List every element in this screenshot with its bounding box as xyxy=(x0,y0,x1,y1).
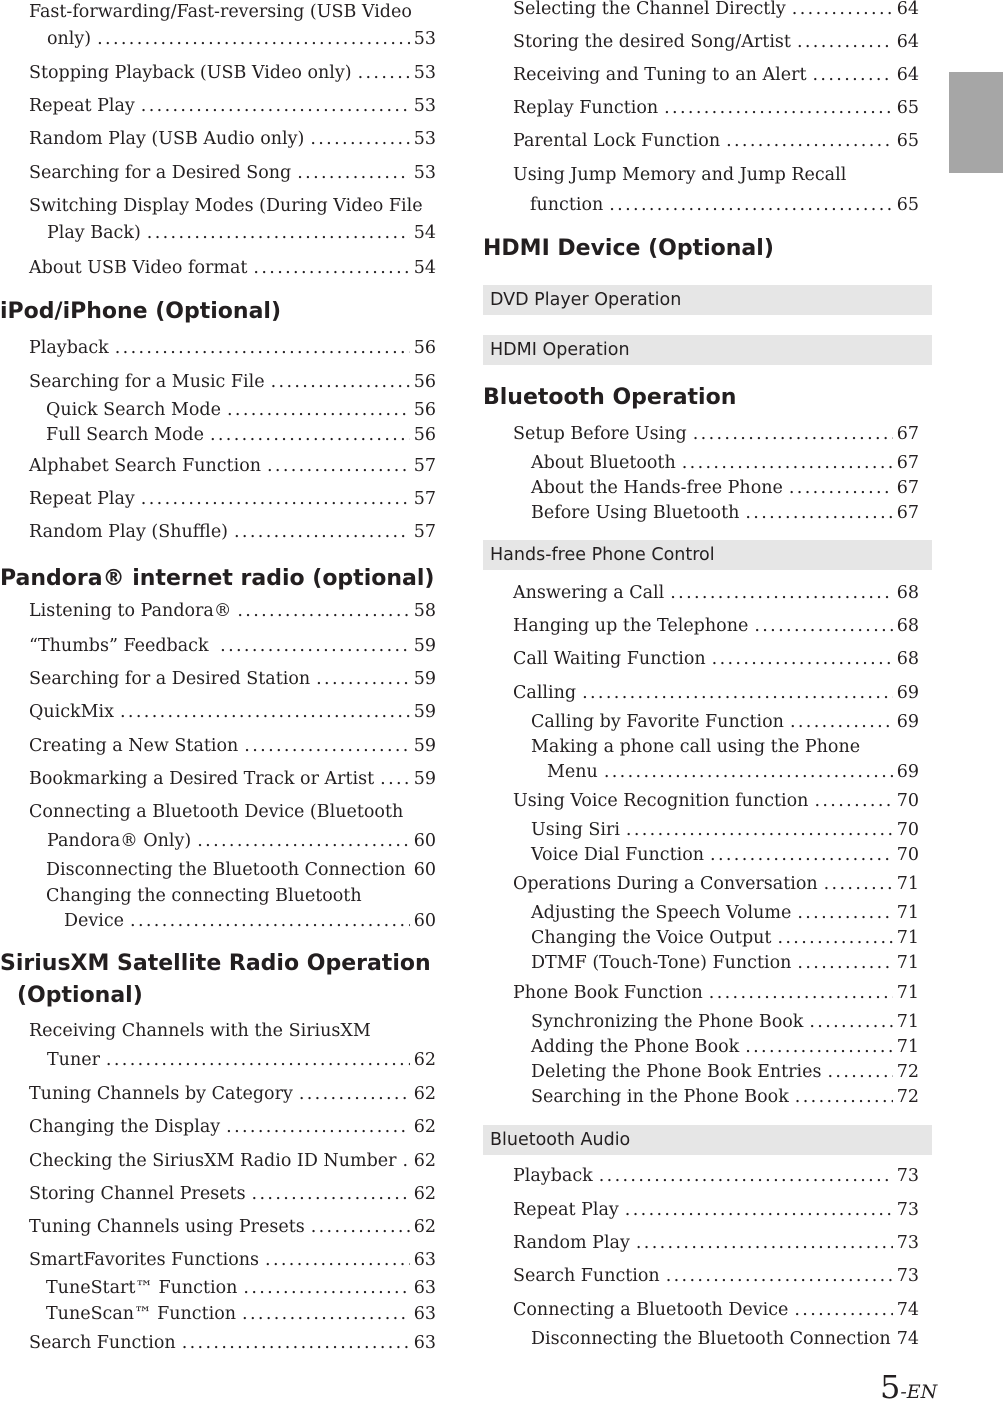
toc-entry[interactable] xyxy=(483,981,923,1005)
toc-subentry[interactable] xyxy=(483,951,923,975)
leader-dots xyxy=(253,256,409,280)
toc-entry[interactable] xyxy=(0,61,440,85)
toc-entry-title: TuneScan™ Function xyxy=(46,1304,237,1324)
toc-page-number: 73 xyxy=(896,1200,919,1220)
toc-entry-title: Device xyxy=(64,911,125,931)
leader-dots xyxy=(754,614,892,638)
toc-page-number: 67 xyxy=(896,453,919,473)
toc-entry-title: Call Waiting Function xyxy=(513,649,706,669)
toc-entry-title: Quick Search Mode xyxy=(46,400,221,420)
toc-entry-title: Playback xyxy=(513,1166,593,1186)
toc-entry[interactable] xyxy=(0,1082,440,1106)
toc-entry-title: Playback xyxy=(29,338,109,358)
toc-entry-title: TuneStart™ Function xyxy=(46,1278,238,1298)
leader-dots xyxy=(795,1085,893,1109)
toc-entry-title: Before Using Bluetooth xyxy=(531,503,740,523)
toc-entry[interactable] xyxy=(0,734,440,758)
leader-dots xyxy=(227,398,410,422)
leader-dots xyxy=(636,1231,893,1255)
toc-entry[interactable] xyxy=(483,647,923,671)
leader-dots xyxy=(310,127,409,151)
toc-page-number: 73 xyxy=(896,1266,919,1286)
leader-dots xyxy=(226,1115,410,1139)
toc-entry[interactable] xyxy=(0,161,440,185)
leader-dots xyxy=(115,336,410,360)
leader-dots xyxy=(693,422,893,446)
toc-entry-title: Storing the desired Song/Artist xyxy=(513,32,791,52)
toc-page-number: 53 xyxy=(413,129,436,149)
toc-entry-title: Connecting a Bluetooth Device xyxy=(513,1300,789,1320)
toc-entry[interactable] xyxy=(0,520,440,544)
leader-dots xyxy=(797,951,892,975)
leader-dots xyxy=(809,1010,892,1034)
toc-page-number: 71 xyxy=(896,874,919,894)
toc-entry-title: Switching Display Modes (During Video File xyxy=(29,196,423,216)
toc-entry[interactable] xyxy=(483,1298,923,1322)
toc-entry-title: DTMF (Touch-Tone) Function xyxy=(531,953,792,973)
toc-subentry[interactable] xyxy=(483,926,923,950)
leader-dots xyxy=(827,1060,892,1084)
toc-entry-title: Using Jump Memory and Jump Recall xyxy=(513,165,847,185)
toc-entry-title: Bookmarking a Desired Track or Artist xyxy=(29,769,375,789)
leader-dots xyxy=(797,30,893,54)
toc-entry-title: Calling xyxy=(513,683,577,703)
toc-page-number: 57 xyxy=(413,489,436,509)
toc-entry-title: Selecting the Channel Directly xyxy=(513,0,786,19)
toc-entry-title: Connecting a Bluetooth Device (Bluetooth xyxy=(29,802,404,822)
toc-entry-title: Answering a Call xyxy=(513,583,665,603)
toc-page-number: 57 xyxy=(413,522,436,542)
toc-entry-title: Storing Channel Presets xyxy=(29,1184,246,1204)
leader-dots xyxy=(237,599,409,623)
toc-page-number: 59 xyxy=(413,736,436,756)
toc-page-number: 68 xyxy=(896,616,919,636)
toc-entry[interactable] xyxy=(483,193,923,217)
leader-dots xyxy=(197,829,410,853)
leader-dots xyxy=(582,681,893,705)
toc-entry[interactable] xyxy=(483,30,923,54)
toc-entry-title: Search Function xyxy=(513,1266,660,1286)
leader-dots xyxy=(120,700,410,724)
subsection-band: DVD Player Operation xyxy=(483,285,932,315)
leader-dots xyxy=(243,1276,409,1300)
leader-dots xyxy=(777,926,892,950)
toc-subentry[interactable] xyxy=(483,476,923,500)
toc-entry-title: QuickMix xyxy=(29,702,115,722)
toc-page-number: 62 xyxy=(413,1084,436,1104)
toc-entry-title: Creating a New Station xyxy=(29,736,239,756)
toc-subentry[interactable] xyxy=(0,398,440,422)
toc-subentry[interactable] xyxy=(483,1060,923,1084)
leader-dots xyxy=(182,1331,410,1355)
section-heading: HDMI Device (Optional) xyxy=(483,236,774,261)
toc-page-number: 70 xyxy=(896,845,919,865)
leader-dots xyxy=(297,161,409,185)
toc-entry[interactable] xyxy=(0,487,440,511)
toc-page-number: 62 xyxy=(413,1050,436,1070)
toc-page-number: 54 xyxy=(413,223,436,243)
toc-entry[interactable] xyxy=(0,221,440,245)
leader-dots xyxy=(403,1149,410,1173)
toc-page-number: 69 xyxy=(896,712,919,732)
toc-entry-title: Menu xyxy=(547,762,598,782)
toc-page-number: 62 xyxy=(413,1184,436,1204)
toc-entry-title: Searching for a Desired Station xyxy=(29,669,311,689)
toc-page-number: 53 xyxy=(413,96,436,116)
toc-page-number: 62 xyxy=(413,1117,436,1137)
section-heading: iPod/iPhone (Optional) xyxy=(0,299,282,324)
toc-entry-title: Using Siri xyxy=(531,820,620,840)
toc-page-number: 56 xyxy=(413,372,436,392)
toc-page-number: 73 xyxy=(896,1166,919,1186)
toc-entry-title: Receiving Channels with the SiriusXM xyxy=(29,1021,371,1041)
toc-page-number: 65 xyxy=(896,131,919,151)
toc-page-number: 67 xyxy=(896,424,919,444)
toc-page-number: 71 xyxy=(896,983,919,1003)
leader-dots xyxy=(710,843,893,867)
leader-dots xyxy=(745,1035,893,1059)
toc-entry-title: Voice Dial Function xyxy=(531,845,705,865)
toc-page-number: 59 xyxy=(413,669,436,689)
toc-entry-title: About USB Video format xyxy=(29,258,248,278)
page-number xyxy=(880,1370,937,1409)
toc-entry[interactable] xyxy=(483,422,923,446)
toc-page-number: 71 xyxy=(896,1037,919,1057)
leader-dots xyxy=(609,193,892,217)
toc-entry-title: Pandora® Only) xyxy=(47,831,192,851)
toc-entry[interactable] xyxy=(0,454,440,478)
toc-entry-title: Searching for a Music File xyxy=(29,372,265,392)
toc-entry-title: Adjusting the Speech Volume xyxy=(531,903,792,923)
toc-page-number: 59 xyxy=(413,702,436,722)
toc-entry[interactable] xyxy=(0,800,440,824)
toc-entry-title: “Thumbs” Feedback xyxy=(29,636,209,656)
toc-page-number: 64 xyxy=(896,0,919,19)
toc-entry[interactable] xyxy=(483,1164,923,1188)
toc-subentry[interactable] xyxy=(483,901,923,925)
leader-dots xyxy=(265,1248,410,1272)
leader-dots xyxy=(141,94,410,118)
toc-page-number: 56 xyxy=(413,338,436,358)
toc-entry[interactable] xyxy=(0,700,440,724)
toc-page-number: 59 xyxy=(413,636,436,656)
toc-entry-title: Tuning Channels by Category xyxy=(29,1084,293,1104)
toc-entry[interactable] xyxy=(0,667,440,691)
leader-dots xyxy=(709,981,893,1005)
toc-page-number: 71 xyxy=(896,928,919,948)
toc-subentry[interactable] xyxy=(483,1035,923,1059)
toc-page-number: 53 xyxy=(413,63,436,83)
toc-entry-title: Repeat Play xyxy=(513,1200,619,1220)
toc-page-number: 53 xyxy=(413,163,436,183)
toc-entry[interactable] xyxy=(0,1331,440,1355)
toc-entry[interactable] xyxy=(483,63,923,87)
toc-entry-title: Random Play (Shuffle) xyxy=(29,522,229,542)
leader-dots xyxy=(311,1215,410,1239)
leader-dots xyxy=(267,454,410,478)
toc-entry-title: About the Hands-free Phone xyxy=(531,478,783,498)
leader-dots xyxy=(824,872,893,896)
leader-dots xyxy=(625,1198,893,1222)
toc-page-number: 53 xyxy=(413,29,436,49)
toc-entry-title: Fast-forwarding/Fast-reversing (USB Video xyxy=(29,2,412,22)
leader-dots xyxy=(141,487,410,511)
toc-entry[interactable] xyxy=(483,1264,923,1288)
leader-dots xyxy=(626,818,893,842)
toc-subentry[interactable] xyxy=(0,423,440,447)
toc-entry-title: Parental Lock Function xyxy=(513,131,721,151)
toc-page-number: 73 xyxy=(896,1233,919,1253)
toc-entry[interactable] xyxy=(483,681,923,705)
leader-dots xyxy=(271,370,410,394)
toc-entry[interactable] xyxy=(483,0,923,21)
toc-subentry[interactable] xyxy=(0,884,440,908)
toc-entry-title: Adding the Phone Book xyxy=(531,1037,740,1057)
toc-entry-title: Searching in the Phone Book xyxy=(531,1087,789,1107)
toc-subentry[interactable] xyxy=(483,843,923,867)
toc-page-number: 57 xyxy=(413,456,436,476)
toc-entry[interactable] xyxy=(0,829,440,853)
toc-subentry[interactable] xyxy=(0,1276,440,1300)
toc-entry-title: Synchronizing the Phone Book xyxy=(531,1012,804,1032)
toc-page-number: 71 xyxy=(896,1012,919,1032)
toc-entry[interactable] xyxy=(483,129,923,153)
toc-page-number: 74 xyxy=(896,1300,919,1320)
toc-page-number: 60 xyxy=(413,860,436,880)
toc-entry-title: Disconnecting the Bluetooth Connection xyxy=(531,1329,891,1349)
leader-dots xyxy=(380,767,410,791)
toc-page-number: 70 xyxy=(896,791,919,811)
toc-entry[interactable] xyxy=(483,163,923,187)
toc-entry-title: Repeat Play xyxy=(29,489,135,509)
toc-page-number: 68 xyxy=(896,649,919,669)
leader-dots xyxy=(794,1298,892,1322)
toc-entry-title: function xyxy=(530,195,604,215)
toc-entry-title: Changing the Voice Output xyxy=(531,928,772,948)
toc-page-number: 72 xyxy=(896,1062,919,1082)
subsection-band: Hands-free Phone Control xyxy=(483,540,932,570)
leader-dots xyxy=(670,581,892,605)
toc-page-number: 71 xyxy=(896,903,919,923)
toc-page-number: 70 xyxy=(896,820,919,840)
toc-entry-title: Listening to Pandora® xyxy=(29,601,232,621)
toc-subentry[interactable] xyxy=(483,760,923,784)
leader-dots xyxy=(599,1164,893,1188)
toc-page-number: 58 xyxy=(413,601,436,621)
toc-page-number: 62 xyxy=(413,1151,436,1171)
section-heading: Bluetooth Operation xyxy=(483,385,737,410)
toc-subentry[interactable] xyxy=(0,1302,440,1326)
leader-dots xyxy=(220,634,410,658)
leader-dots xyxy=(797,901,892,925)
toc-page-number: 62 xyxy=(413,1217,436,1237)
toc-entry[interactable] xyxy=(0,127,440,151)
toc-entry-title: Full Search Mode xyxy=(46,425,204,445)
toc-entry-title: Searching for a Desired Song xyxy=(29,163,292,183)
section-heading: SiriusXM Satellite Radio Operation xyxy=(0,951,431,976)
toc-entry[interactable] xyxy=(0,1248,440,1272)
toc-subentry[interactable] xyxy=(483,1010,923,1034)
toc-entry[interactable] xyxy=(0,767,440,791)
toc-entry-title: Stopping Playback (USB Video only) xyxy=(29,63,352,83)
toc-page-number: 63 xyxy=(413,1304,436,1324)
toc-page-number: 68 xyxy=(896,583,919,603)
toc-entry-title: Random Play (USB Audio only) xyxy=(29,129,305,149)
toc-entry-title: only) xyxy=(47,29,92,49)
leader-dots xyxy=(316,667,410,691)
toc-entry[interactable] xyxy=(0,1182,440,1206)
toc-subentry[interactable] xyxy=(483,501,923,525)
leader-dots xyxy=(147,221,410,245)
leader-dots xyxy=(682,451,893,475)
toc-page-number: 60 xyxy=(413,831,436,851)
toc-entry-title: Changing the Display xyxy=(29,1117,221,1137)
leader-dots xyxy=(130,909,410,933)
toc-entry[interactable] xyxy=(0,1115,440,1139)
toc-subentry[interactable] xyxy=(483,710,923,734)
toc-entry-title: SmartFavorites Functions xyxy=(29,1250,260,1270)
toc-subentry[interactable] xyxy=(0,858,440,882)
toc-entry[interactable] xyxy=(483,1198,923,1222)
toc-entry-title: Random Play xyxy=(513,1233,630,1253)
leader-dots xyxy=(792,0,893,21)
section-heading-continuation: (Optional) xyxy=(17,983,143,1008)
toc-entry-title: Search Function xyxy=(29,1333,176,1353)
toc-page-number: 56 xyxy=(413,425,436,445)
toc-entry[interactable] xyxy=(0,1149,440,1173)
leader-dots xyxy=(252,1182,410,1206)
toc-page-number: 69 xyxy=(896,683,919,703)
toc-entry-title: Replay Function xyxy=(513,98,659,118)
toc-entry[interactable] xyxy=(0,336,440,360)
leader-dots xyxy=(745,501,892,525)
toc-page-number: 71 xyxy=(896,953,919,973)
toc-entry[interactable] xyxy=(483,1231,923,1255)
toc-subentry[interactable] xyxy=(483,1327,923,1351)
leader-dots xyxy=(664,96,893,120)
subsection-band: Bluetooth Audio xyxy=(483,1125,932,1155)
toc-entry[interactable] xyxy=(0,0,440,24)
toc-entry[interactable] xyxy=(483,789,923,813)
toc-page-number: 64 xyxy=(896,32,919,52)
toc-entry-title: Repeat Play xyxy=(29,96,135,116)
toc-page-number: 63 xyxy=(413,1333,436,1353)
toc-entry[interactable] xyxy=(0,94,440,118)
toc-entry-title: Checking the SiriusXM Radio ID Number xyxy=(29,1151,397,1171)
toc-entry-title: Setup Before Using xyxy=(513,424,687,444)
page-number-value: 5 xyxy=(880,1368,901,1406)
toc-entry-title: Play Back) xyxy=(47,223,141,243)
leader-dots xyxy=(242,1302,410,1326)
toc-entry[interactable] xyxy=(483,872,923,896)
leader-dots xyxy=(666,1264,893,1288)
leader-dots xyxy=(299,1082,410,1106)
toc-page-number: 65 xyxy=(896,195,919,215)
toc-entry-title: Making a phone call using the Phone xyxy=(531,737,861,757)
toc-entry-title: About Bluetooth xyxy=(531,453,676,473)
toc-entry[interactable] xyxy=(483,581,923,605)
toc-entry-title: Changing the connecting Bluetooth xyxy=(46,886,362,906)
toc-subentry[interactable] xyxy=(483,451,923,475)
toc-page-number: 54 xyxy=(413,258,436,278)
toc-entry-title: Disconnecting the Bluetooth Connection xyxy=(46,860,406,880)
toc-subentry[interactable] xyxy=(483,818,923,842)
toc-entry-title: Phone Book Function xyxy=(513,983,703,1003)
toc-entry-title: Using Voice Recognition function xyxy=(513,791,809,811)
toc-subentry[interactable] xyxy=(483,735,923,759)
toc-entry-title: Hanging up the Telephone xyxy=(513,616,749,636)
toc-entry-title: Operations During a Conversation xyxy=(513,874,818,894)
toc-subentry[interactable] xyxy=(483,1085,923,1109)
toc-entry[interactable] xyxy=(0,370,440,394)
toc-page-number: 65 xyxy=(896,98,919,118)
leader-dots xyxy=(789,476,893,500)
page-number-suffix: -EN xyxy=(900,1381,938,1403)
section-heading: Pandora® internet radio (optional) xyxy=(0,566,435,591)
toc-page-number: 63 xyxy=(413,1250,436,1270)
toc-entry[interactable] xyxy=(0,194,440,218)
leader-dots xyxy=(244,734,409,758)
toc-page-number: 59 xyxy=(413,769,436,789)
toc-entry[interactable] xyxy=(0,634,440,658)
toc-entry[interactable] xyxy=(0,27,440,51)
toc-entry[interactable] xyxy=(0,599,440,623)
toc-entry[interactable] xyxy=(483,614,923,638)
leader-dots xyxy=(604,760,893,784)
toc-page-number: 69 xyxy=(896,762,919,782)
leader-dots xyxy=(790,710,893,734)
leader-dots xyxy=(358,61,410,85)
toc-entry-title: Alphabet Search Function xyxy=(29,456,261,476)
leader-dots xyxy=(814,789,892,813)
leader-dots xyxy=(712,647,893,671)
toc-page-number: 67 xyxy=(896,478,919,498)
toc-page-number: 56 xyxy=(413,400,436,420)
leader-dots xyxy=(106,1048,410,1072)
toc-page-number: 72 xyxy=(896,1087,919,1107)
toc-entry[interactable] xyxy=(0,1048,440,1072)
subsection-band: HDMI Operation xyxy=(483,335,932,365)
toc-subentry[interactable] xyxy=(0,909,440,933)
toc-entry[interactable] xyxy=(483,96,923,120)
toc-page-number: 60 xyxy=(413,911,436,931)
section-index-tab xyxy=(949,72,1003,173)
toc-entry[interactable] xyxy=(0,256,440,280)
toc-entry-title: Receiving and Tuning to an Alert xyxy=(513,65,807,85)
toc-entry[interactable] xyxy=(0,1215,440,1239)
toc-page-number: 74 xyxy=(896,1329,919,1349)
toc-entry-title: Tuning Channels using Presets xyxy=(29,1217,305,1237)
toc-page-number: 67 xyxy=(896,503,919,523)
toc-entry[interactable] xyxy=(0,1019,440,1043)
leader-dots xyxy=(726,129,893,153)
toc-page-number: 63 xyxy=(413,1278,436,1298)
leader-dots xyxy=(234,520,410,544)
toc-page-number: 64 xyxy=(896,65,919,85)
toc-entry-title: Calling by Favorite Function xyxy=(531,712,784,732)
leader-dots xyxy=(813,63,893,87)
toc-entry-title: Deleting the Phone Book Entries xyxy=(531,1062,822,1082)
leader-dots xyxy=(97,27,410,51)
toc-entry-title: Tuner xyxy=(47,1050,100,1070)
leader-dots xyxy=(210,423,410,447)
